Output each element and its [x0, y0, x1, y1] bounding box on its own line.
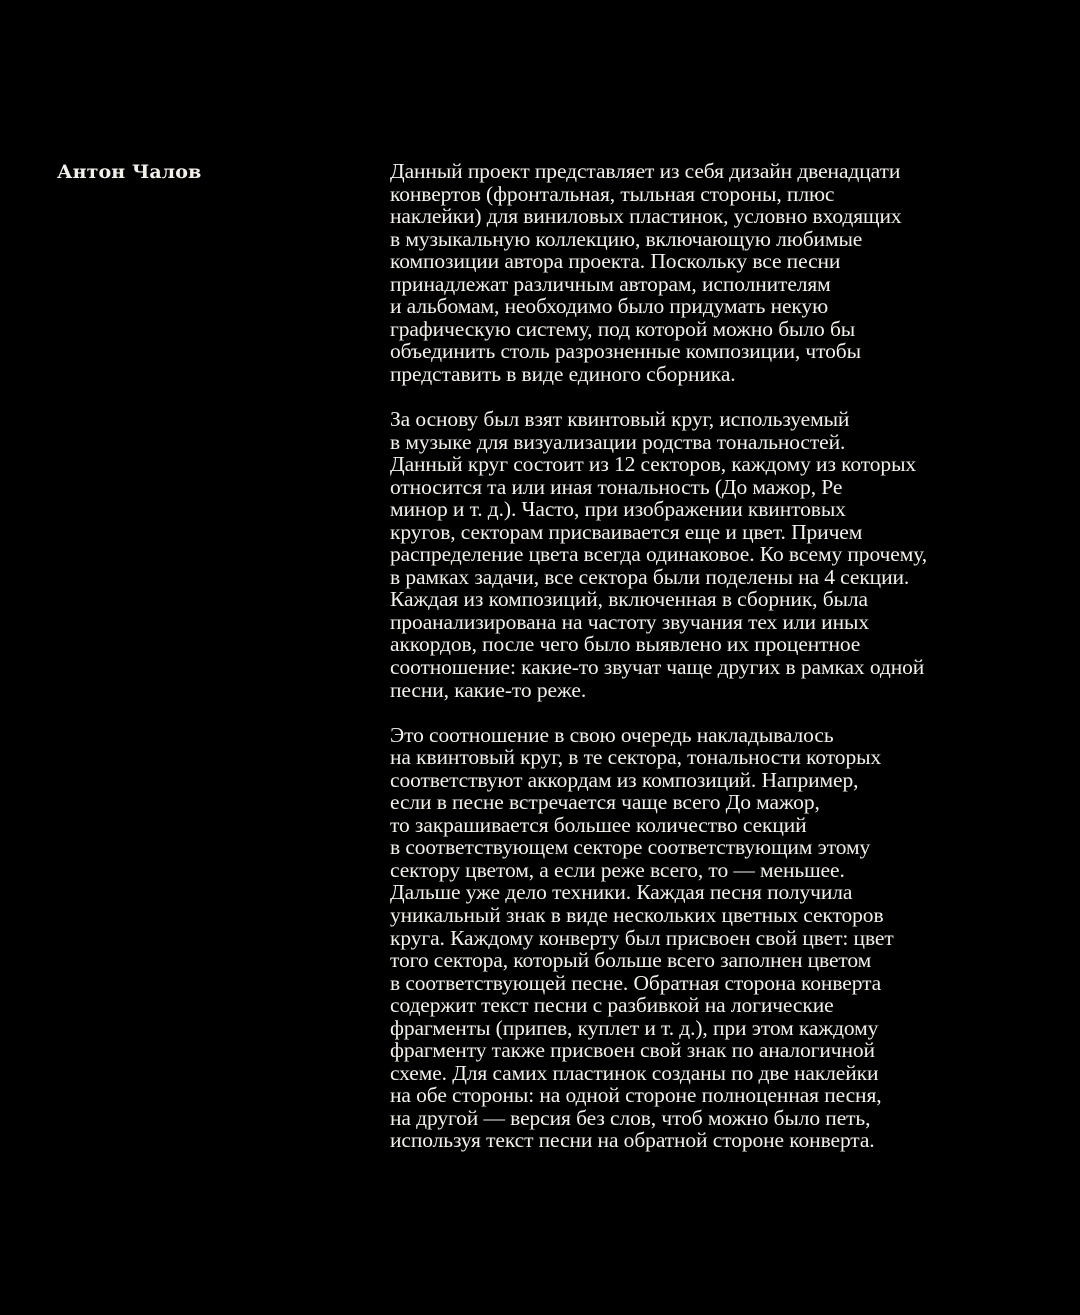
text-line: уникальный знак в виде нескольких цветных секторов: [390, 902, 884, 927]
text-line: кругов, секторам присваивается еще и цвет. Причем: [390, 519, 863, 544]
text-line: графическую систему, под которой можно было бы: [390, 316, 856, 341]
text-line: конвертов (фронтальная, тыльная стороны, плюс: [390, 181, 835, 206]
text-line: в рамках задачи, все сектора были поделены на 4 секции.: [390, 564, 910, 589]
text-line: и альбомам, необходимо было придумать некую: [390, 294, 829, 319]
author-name: Антон Чалов: [57, 161, 202, 183]
text-line: проанализирована на частоту звучания тех или иных: [390, 609, 869, 634]
text-line: в музыке для визуализации родства тональностей.: [390, 429, 846, 454]
text-line: на квинтовый круг, в те сектора, тональности которых: [390, 745, 882, 770]
description-paragraph: [390, 724, 1070, 1152]
text-line: принадлежат различным авторам, исполнителям: [390, 271, 831, 296]
text-line: За основу был взят квинтовый круг, используемый: [390, 406, 850, 431]
text-line: наклейки) для виниловых пластинок, условно входящих: [390, 204, 902, 229]
text-line: песни, какие-то реже.: [390, 677, 587, 702]
text-line: в соответствующем секторе соответствующим этому: [390, 835, 871, 860]
text-line: соответствуют аккордам из композиций. Например,: [390, 767, 859, 792]
text-line: схеме. Для самих пластинок созданы по две наклейки: [390, 1060, 879, 1085]
text-line: соотношение: какие-то звучат чаще других в рамках одной: [390, 654, 925, 679]
project-description: [390, 160, 1070, 1174]
text-line: того сектора, который больше всего заполнен цветом: [390, 948, 872, 973]
description-paragraph: [390, 408, 1070, 701]
text-line: минор и т. д.). Часто, при изображении квинтовых: [390, 497, 846, 522]
text-line: объединить столь разрозненные композиции, чтобы: [390, 339, 861, 364]
text-line: Каждая из композиций, включенная в сборник, была: [390, 587, 868, 612]
text-line: фрагменту также присвоен свой знак по аналогичной: [390, 1038, 875, 1063]
text-line: фрагменты (припев, куплет и т. д.), при этом каждому: [390, 1015, 879, 1040]
text-line: содержит текст песни с разбивкой на логические: [390, 993, 834, 1018]
text-line: относится та или иная тональность (До мажор, Ре: [390, 474, 843, 499]
text-line: на обе стороны: на одной стороне полноценная песня,: [390, 1083, 882, 1108]
text-line: Это соотношение в свою очередь накладывалось: [390, 722, 834, 747]
text-line: Дальше уже дело техники. Каждая песня получила: [390, 880, 853, 905]
text-line: круга. Каждому конверту был присвоен свой цвет: цвет: [390, 925, 894, 950]
text-line: на другой — версия без слов, чтоб можно было петь,: [390, 1105, 871, 1130]
text-line: аккордов, после чего было выявлено их процентное: [390, 632, 861, 657]
text-line: то закрашивается большее количество секций: [390, 812, 807, 837]
text-line: в музыкальную коллекцию, включающую любимые: [390, 226, 863, 251]
description-paragraph: [390, 160, 1070, 385]
text-line: используя текст песни на обратной стороне конверта.: [390, 1128, 875, 1153]
text-line: Данный проект представляет из себя дизайн двенадцати: [390, 159, 901, 183]
text-line: представить в виде единого сборника.: [390, 361, 736, 386]
text-line: в соответствующей песне. Обратная сторона конверта: [390, 970, 882, 995]
text-line: если в песне встречается чаще всего До мажор,: [390, 790, 820, 815]
text-line: Данный круг состоит из 12 секторов, каждому из которых: [390, 452, 917, 477]
text-line: композиции автора проекта. Поскольку все песни: [390, 249, 841, 274]
text-line: распределение цвета всегда одинаковое. Ко всему прочему,: [390, 542, 927, 567]
text-line: сектору цветом, а если реже всего, то — меньшее.: [390, 857, 845, 882]
